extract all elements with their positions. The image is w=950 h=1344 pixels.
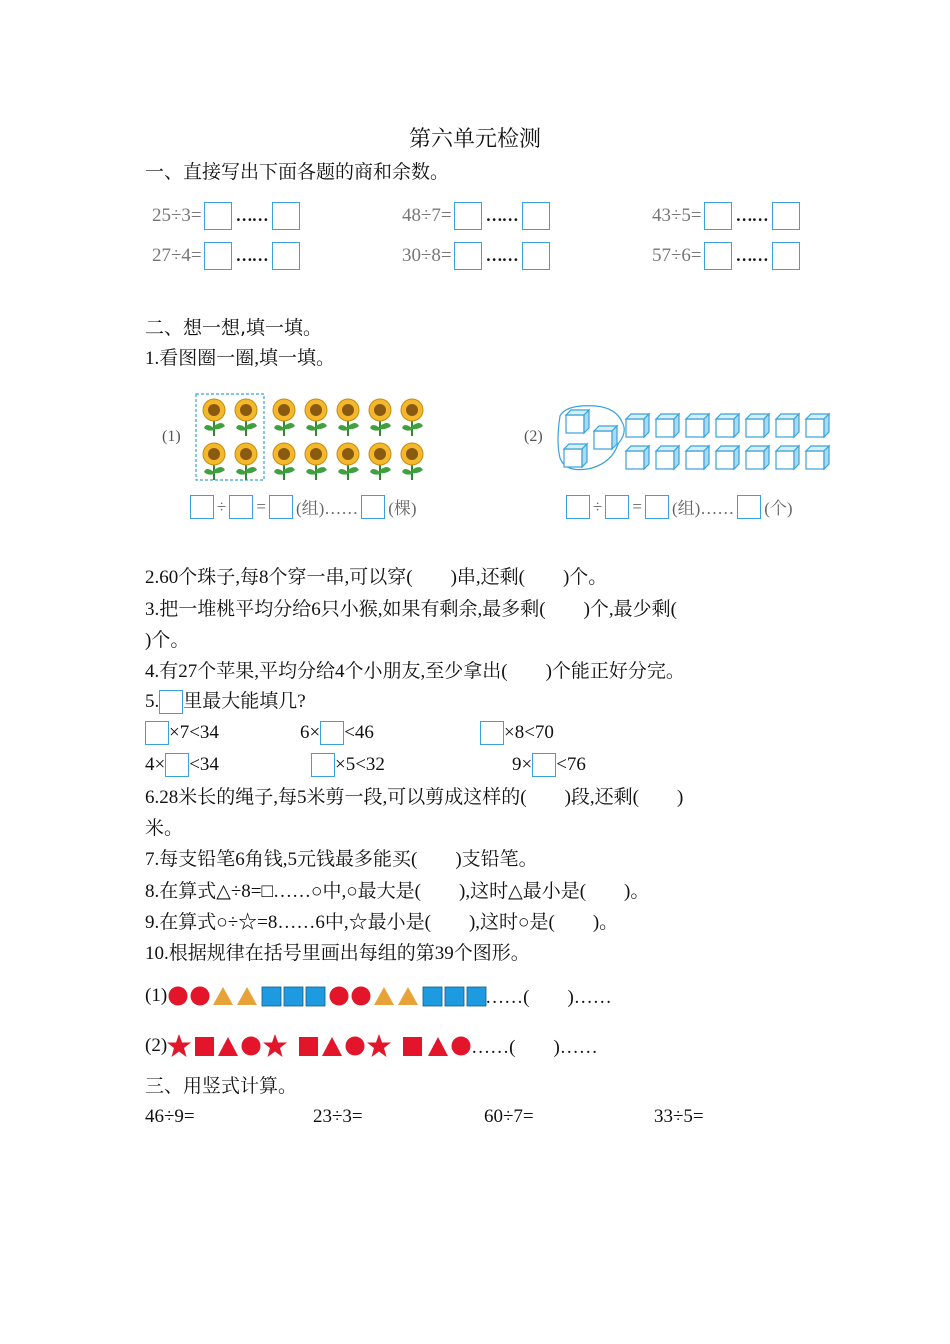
sunflower-icon [235, 443, 257, 480]
quotient-box[interactable] [269, 495, 293, 519]
cube-icon [716, 414, 739, 437]
divisor-box[interactable] [229, 495, 253, 519]
sunflower-icon [305, 443, 327, 480]
sunflower-icon [235, 399, 257, 436]
orange-triangle-icon [213, 987, 233, 1005]
cube-icon [746, 446, 769, 469]
red-circle-icon [169, 986, 188, 1005]
picture-2-label: (2) [524, 428, 543, 445]
red-square-icon [403, 1037, 422, 1056]
cube-icon [566, 410, 589, 433]
division-problem [402, 242, 550, 270]
question-6: 6.28米长的绳子,每5米剪一段,可以剪成这样的( )段,还剩( ) [145, 787, 684, 808]
question-3-continued: )个。 [145, 630, 190, 651]
answer-box[interactable] [320, 721, 344, 745]
sunflower-icon [305, 399, 327, 436]
red-circle-icon [346, 1036, 365, 1055]
blue-square-icon [445, 987, 464, 1006]
picture-1-label: (1) [162, 428, 181, 445]
red-square-icon [299, 1037, 318, 1056]
problem-text: 57÷6= [652, 245, 702, 266]
red-circle-icon [352, 986, 371, 1005]
question-6-continued: 米。 [145, 818, 184, 839]
question-7: 7.每支铅笔6角钱,5元钱最多能买( )支铅笔。 [145, 849, 538, 870]
cube-icon [776, 414, 799, 437]
quotient-box[interactable] [704, 242, 732, 270]
question-9: 9.在算式○÷☆=8……6中,☆最小是( ),这时○是( )。 [145, 912, 619, 933]
blue-square-icon [284, 987, 303, 1006]
division-problem [152, 242, 300, 270]
pattern-2-label: (2) [145, 1034, 168, 1056]
inequality-prefix: 9× [512, 754, 533, 775]
cube-icon [806, 414, 829, 437]
question-1: 1.看图圈一圈,填一填。 [145, 348, 336, 369]
divisor-box[interactable] [605, 495, 629, 519]
cube-icon [746, 414, 769, 437]
divide-sign: ÷ [217, 496, 227, 516]
remainder-box[interactable] [272, 242, 300, 270]
problem-text: 43÷5= [652, 205, 702, 226]
inequality-suffix: <34 [189, 754, 219, 775]
cube-icon [594, 426, 617, 449]
cube-icon [716, 446, 739, 469]
red-circle-icon [330, 986, 349, 1005]
cube-icon [564, 444, 587, 467]
red-star-icon [167, 1034, 191, 1057]
answer-box[interactable] [145, 721, 169, 745]
red-star-icon [263, 1034, 287, 1057]
inequality [145, 721, 219, 745]
question-5 [145, 690, 306, 714]
inequality [311, 753, 385, 777]
division-problem [652, 242, 800, 270]
problem-text: 27÷4= [152, 245, 202, 266]
red-triangle-icon [218, 1037, 238, 1056]
equals-sign: = [632, 496, 642, 516]
sunflower-icon [273, 399, 295, 436]
piece-unit: (个) [764, 499, 793, 518]
blue-square-icon [423, 987, 442, 1006]
orange-triangle-icon [398, 987, 418, 1005]
inequality [300, 721, 374, 745]
quotient-box[interactable] [454, 202, 482, 230]
quotient-box[interactable] [204, 242, 232, 270]
sunflower-icon [273, 443, 295, 480]
red-circle-icon [191, 986, 210, 1005]
remainder-box[interactable] [522, 202, 550, 230]
pattern-2 [145, 1032, 598, 1059]
ellipsis: …… [235, 206, 268, 225]
orange-triangle-icon [374, 987, 394, 1005]
inequality [512, 753, 586, 777]
inequality-suffix: ×5<32 [335, 754, 385, 775]
inequality-suffix: <46 [344, 722, 374, 743]
cube-icon [806, 446, 829, 469]
answer-box[interactable] [532, 753, 556, 777]
sunflower-icon [337, 443, 359, 480]
picture-1-formula [190, 494, 417, 519]
inequality-prefix: 6× [300, 722, 321, 743]
divide-sign: ÷ [593, 496, 603, 516]
quotient-box[interactable] [704, 202, 732, 230]
red-square-icon [195, 1037, 214, 1056]
question-4: 4.有27个苹果,平均分给4个小朋友,至少拿出( )个能正好分完。 [145, 661, 685, 682]
remainder-box[interactable] [361, 495, 385, 519]
inequality-suffix: <76 [556, 754, 586, 775]
vertical-calc-problem: 60÷7= [484, 1106, 534, 1127]
cube-icon [686, 414, 709, 437]
pattern-2-tail: ……( )…… [471, 1037, 598, 1058]
blue-square-icon [262, 987, 281, 1006]
vertical-calc-problem: 33÷5= [654, 1106, 704, 1127]
inequality-prefix: 4× [145, 754, 166, 775]
ellipsis: …… [485, 246, 518, 265]
question-2: 2.60个珠子,每8个穿一串,可以穿( )串,还剩( )个。 [145, 567, 608, 588]
question-8: 8.在算式△÷8=□……○中,○最大是( ),这时△最小是( )。 [145, 881, 650, 902]
division-problem [152, 202, 300, 230]
cube-icon [776, 446, 799, 469]
sunflower-icon [401, 443, 423, 480]
vertical-calc-problem: 23÷3= [313, 1106, 363, 1127]
orange-triangle-icon [237, 987, 257, 1005]
cube-icon [626, 446, 649, 469]
section2-heading: 二、想一想,填一填。 [145, 317, 323, 339]
sunflower-icon [203, 399, 225, 436]
pattern-1-label: (1) [145, 984, 168, 1006]
remainder-box[interactable] [772, 242, 800, 270]
pattern-2-shapes [167, 1033, 485, 1059]
ellipsis: …… [735, 206, 768, 225]
inequality-suffix: ×8<70 [504, 722, 554, 743]
red-star-icon [367, 1034, 391, 1057]
remainder-box[interactable] [522, 242, 550, 270]
quotient-box[interactable] [204, 202, 232, 230]
sunflower-picture [190, 392, 440, 482]
answer-box[interactable] [480, 721, 504, 745]
tree-unit: (棵) [388, 499, 417, 518]
red-circle-icon [452, 1036, 471, 1055]
quotient-box[interactable] [645, 495, 669, 519]
pattern-1 [145, 982, 612, 1009]
vertical-calc-problem: 46÷9= [145, 1106, 195, 1127]
cube-picture [556, 402, 846, 478]
inequality-suffix: ×7<34 [169, 722, 219, 743]
cube-icon [626, 414, 649, 437]
question-5-text: 里最大能填几? [183, 691, 306, 712]
problem-text: 30÷8= [402, 245, 452, 266]
remainder-box[interactable] [272, 202, 300, 230]
ellipsis: …… [485, 206, 518, 225]
page-title: 第六单元检测 [408, 127, 541, 152]
answer-box [159, 690, 183, 714]
pattern-1-tail: ……( )…… [485, 987, 612, 1008]
group-unit: (组)…… [671, 499, 735, 518]
inequality [480, 721, 554, 745]
pattern-1-shapes [167, 984, 513, 1008]
section3-heading: 三、用竖式计算。 [145, 1075, 298, 1097]
red-triangle-icon [428, 1037, 448, 1056]
division-problem [402, 202, 550, 230]
problem-text: 48÷7= [402, 205, 452, 226]
blue-square-icon [306, 987, 325, 1006]
ellipsis: …… [735, 246, 768, 265]
cube-icon [686, 446, 709, 469]
inequality [145, 753, 219, 777]
red-triangle-icon [322, 1037, 342, 1056]
sunflower-icon [203, 443, 225, 480]
section1-heading: 一、直接写出下面各题的商和余数。 [145, 161, 450, 183]
cube-icon [656, 414, 679, 437]
division-problem [652, 202, 800, 230]
group-unit: (组)…… [295, 499, 359, 518]
cube-icon [656, 446, 679, 469]
sunflower-icon [369, 399, 391, 436]
red-circle-icon [242, 1036, 261, 1055]
sunflower-icon [337, 399, 359, 436]
remainder-box[interactable] [737, 495, 761, 519]
ellipsis: …… [235, 246, 268, 265]
dividend-box[interactable] [566, 495, 590, 519]
problem-text: 25÷3= [152, 205, 202, 226]
dividend-box[interactable] [190, 495, 214, 519]
question-10: 10.根据规律在括号里画出每组的第39个图形。 [145, 943, 530, 964]
answer-box[interactable] [311, 753, 335, 777]
picture-2-formula [566, 494, 793, 519]
sunflower-icon [369, 443, 391, 480]
remainder-box[interactable] [772, 202, 800, 230]
equals-sign: = [256, 496, 266, 516]
question-5-number: 5. [145, 691, 160, 712]
blue-square-icon [467, 987, 486, 1006]
answer-box[interactable] [165, 753, 189, 777]
sunflower-icon [401, 399, 423, 436]
quotient-box[interactable] [454, 242, 482, 270]
question-3: 3.把一堆桃平均分给6只小猴,如果有剩余,最多剩( )个,最少剩( [145, 599, 677, 620]
